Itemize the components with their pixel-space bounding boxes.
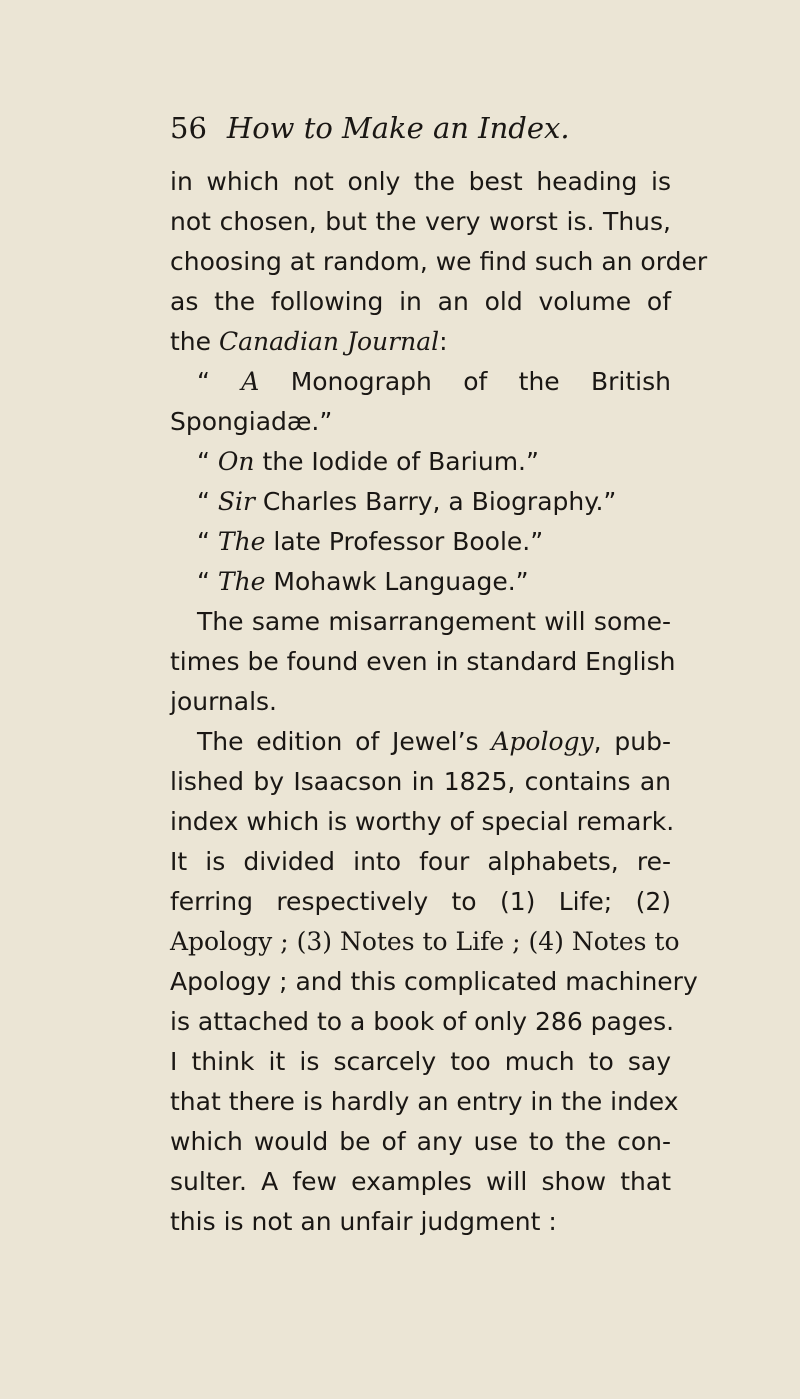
leading-word: The [217, 527, 266, 556]
text-line: Spongiadæ.” [170, 407, 333, 436]
text-line: Apology ; (3) Notes to Life ; (4) Notes to [170, 927, 680, 956]
text-line: choosing at random, we find such an order [170, 247, 708, 276]
text-line: lished by Isaacson in 1825, contains an [170, 767, 671, 796]
book-title: Apology [491, 727, 594, 756]
text-line: The same misarrangement will some- [197, 607, 671, 636]
text-line: that there is hardly an entry in the index [170, 1087, 679, 1116]
text-segment [491, 727, 671, 756]
text-line: I think it is scarcely too much to say [170, 1047, 671, 1076]
leading-word: A [241, 367, 260, 396]
page-number: 56 [170, 111, 207, 145]
text-segment: : [439, 327, 448, 356]
text-segment: Mohawk Language.” [265, 567, 529, 596]
text-line: journals. [170, 687, 278, 716]
quoted-title-line [170, 482, 671, 522]
text-segment: the [170, 327, 219, 356]
text-line: It is divided into four alphabets, re- [170, 847, 671, 876]
body-text [170, 162, 708, 1242]
text-line [170, 722, 671, 762]
text-line: this is not an unfair judgment : [170, 1207, 557, 1236]
text-segment: Charles Barry, a Biography.” [254, 487, 617, 516]
quoted-title-line [170, 562, 671, 602]
text-segment: the Iodide of Barium.” [254, 447, 539, 476]
text-line: which would be of any use to the con- [170, 1127, 671, 1156]
text-segment: , pub- [593, 727, 672, 756]
text-line: index which is worthy of special remark. [170, 807, 675, 836]
journal-title: Canadian Journal [218, 327, 440, 356]
open-quote: “ [197, 487, 218, 516]
text-line: in which not only the best heading is [170, 167, 671, 196]
text-line: ferring respectively to (1) Life; (2) [170, 887, 671, 916]
leading-word: The [217, 567, 266, 596]
open-quote: “ [197, 447, 218, 476]
open-quote: “ [197, 527, 218, 556]
open-quote: “ [197, 567, 218, 596]
text-segment: Monograph of the British [259, 367, 672, 396]
running-header [170, 108, 570, 148]
running-title: How to Make an Index. [226, 111, 570, 145]
leading-word: Sir [217, 487, 255, 516]
open-quote: “ [197, 367, 242, 396]
text-line: times be found even in standard English [170, 647, 676, 676]
text-line: is attached to a book of only 286 pages. [170, 1007, 675, 1036]
text-line: Apology ; and this complicated machinery [170, 967, 698, 996]
text-segment: The edition of Jewel’s [197, 727, 492, 756]
leading-word: On [217, 447, 255, 476]
text-line: as the following in an old volume of [170, 287, 671, 316]
text-line: not chosen, but the very worst is. Thus, [170, 207, 671, 236]
text-segment [197, 367, 259, 396]
text-line: sulter. A few examples will show that [170, 1167, 671, 1196]
quoted-title-line [170, 362, 671, 402]
text-line [170, 322, 671, 362]
text-segment: late Professor Boole.” [265, 527, 544, 556]
quoted-title-line [170, 522, 671, 562]
quoted-title-line [170, 442, 671, 482]
